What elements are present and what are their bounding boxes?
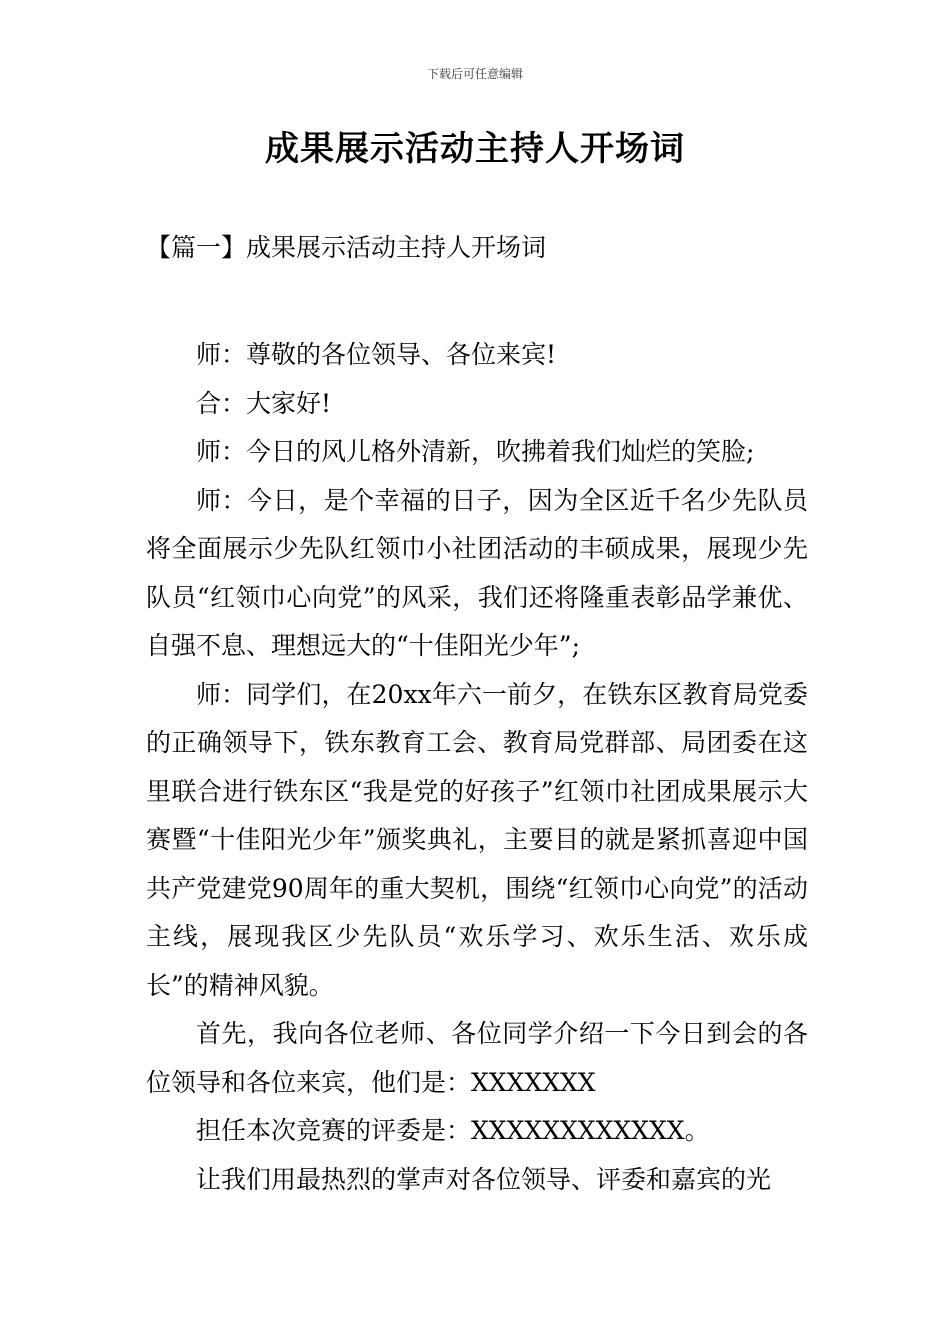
paragraph-3: 师：今日的风儿格外清新，吹拂着我们灿烂的笑脸; <box>196 437 755 466</box>
paragraph-5: 师：同学们，在20xx年六一前夕，在铁东区教育局党委的正确领导下，铁东教育工会、教育局党群部、局团委在这里联合进行铁东区“我是党的好孩子”红领巾社团成果展示大赛暨“十佳阳光少年”颁奖典礼，主要目的就是紧抓喜迎中国共产党建党90周年的重大契机，围绕“红领巾心向党”的活动主线，展现我区少先队员“欢乐学习、欢乐生活、欢乐成长”的精神风貌。 <box>146 679 808 1000</box>
paragraph-6: 首先，我向各位老师、各位同学介绍一下今日到会的各位领导和各位来宾，他们是：XXXXXXX <box>146 1019 808 1097</box>
section-heading: 【篇一】成果展示活动主持人开场词 <box>146 233 547 262</box>
paragraph-4: 师：今日，是个幸福的日子，因为全区近千名少先队员将全面展示少先队红领巾小社团活动的丰硕成果，展现少先队员“红领巾心向党”的风采，我们还将隆重表彰品学兼优、自强不息、理想远大的“十佳阳光少年”; <box>146 485 808 660</box>
paragraph-1: 师：尊敬的各位领导、各位来宾! <box>196 340 557 369</box>
paragraph-2: 合：大家好! <box>196 388 332 418</box>
paragraph-7: 担任本次竞赛的评委是：XXXXXXXXXXXX。 <box>196 1116 710 1145</box>
header-note: 下载后可任意编辑 <box>426 67 523 81</box>
document-title: 成果展示活动主持人开场词 <box>265 129 685 169</box>
paragraph-8: 让我们用最热烈的掌声对各位领导、评委和嘉宾的光 <box>196 1164 772 1194</box>
document-body <box>146 331 808 1204</box>
